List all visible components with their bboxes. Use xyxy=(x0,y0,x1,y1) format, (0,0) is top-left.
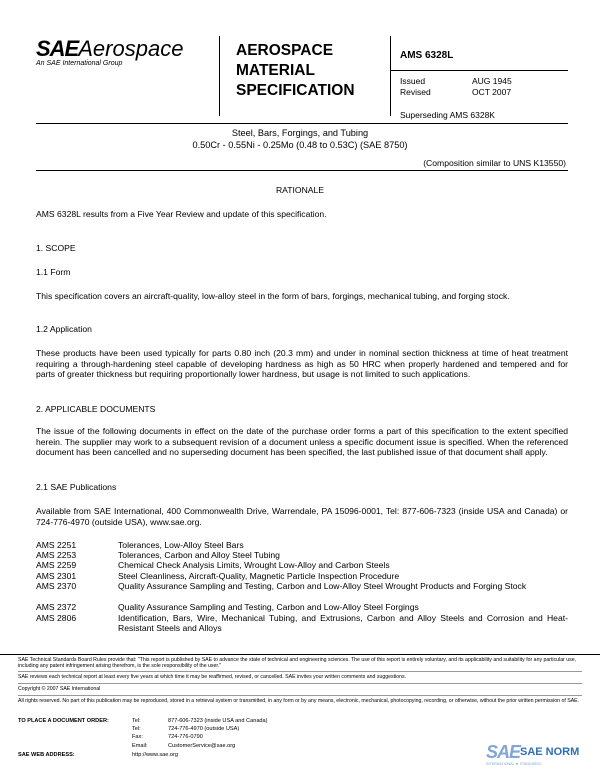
revised-label: Revised xyxy=(400,87,431,97)
doc-number-underline xyxy=(390,70,568,71)
header xyxy=(0,0,600,124)
ref-id: AMS 2253 xyxy=(36,550,77,560)
fax-label: Fax: xyxy=(132,734,143,740)
footer-rule xyxy=(0,654,600,655)
ref-id: AMS 2259 xyxy=(36,560,77,570)
ref-id: AMS 2372 xyxy=(36,602,77,612)
section-2-1-text: Available from SAE International, 400 Commonwealth Drive, Warrendale, PA 15096-0001, Tel: 877-606-7323 (inside USA and Canada) or 724-776-4970 (outside USA), www.sae.org. xyxy=(36,506,568,527)
section-2-1-heading: 2.1 SAE Publications xyxy=(36,482,117,492)
doc-title-line2: 0.50Cr - 0.55Ni - 0.25Mo (0.48 to 0.53C) (SAE 8750) xyxy=(192,140,408,150)
ref-title: Chemical Check Analysis Limits, Wrought Low-Alloy and Carbon Steels xyxy=(118,560,390,570)
tel1-label: Tel: xyxy=(132,718,141,724)
sae-norm-logo xyxy=(486,742,586,772)
norm-logo-sub: INTERNATIONAL ★ STANDARDS xyxy=(486,762,542,766)
ref-title: Quality Assurance Sampling and Testing, Carbon and Low-Alloy Steel Forgings xyxy=(118,602,419,612)
title-line1: AEROSPACE xyxy=(236,42,334,59)
section-2-heading: 2. APPLICABLE DOCUMENTS xyxy=(36,404,156,414)
web-label: SAE WEB ADDRESS: xyxy=(18,752,75,758)
ref-title: Identification, Bars, Wire, Mechanical Tubing, and Extrusions, Carbon and Alloy Steels and Corrosion and Heat-Resistant Steels and Alloys xyxy=(118,613,568,634)
logo-aerospace: Aerospace xyxy=(78,36,184,61)
title-rule xyxy=(36,170,568,171)
title-line2: MATERIAL xyxy=(236,62,315,79)
issued-label: Issued xyxy=(400,76,426,86)
section-1-1-text: This specification covers an aircraft-quality, low-alloy steel in the form of bars, forgings, mechanical tubing, and forging stock. xyxy=(36,291,510,301)
tel2-value: 724-776-4970 (outside USA) xyxy=(168,726,240,732)
web-link[interactable]: http://www.sae.org xyxy=(132,752,179,758)
email-link[interactable]: CustomerService@sae.org xyxy=(168,743,236,749)
ref-id: AMS 2370 xyxy=(36,581,77,591)
logo-sae: SAE xyxy=(36,36,79,61)
footer-rule-3 xyxy=(18,683,582,684)
ref-id: AMS 2251 xyxy=(36,540,77,550)
footer-rules-text: SAE Technical Standards Board Rules provide that: "This report is published by SAE to advance the state of technical and engineering sciences. The use of this report is entirely voluntary, and its applicability and suitability for any particular use, including any patent infringement arising therefrom, is the sole responsibility of the user." xyxy=(18,657,577,670)
section-1-1-heading: 1.1 Form xyxy=(36,267,71,277)
fax-value: 724-776-0790 xyxy=(168,734,203,740)
title-line3: SPECIFICATION xyxy=(236,82,355,99)
rationale-text: AMS 6328L results from a Five Year Review and update of this specification. xyxy=(36,209,327,219)
revised-date: OCT 2007 xyxy=(472,87,512,97)
header-rule xyxy=(36,123,568,124)
ref-title: Tolerances, Low-Alloy Steel Bars xyxy=(118,540,244,550)
issued-date: AUG 1945 xyxy=(472,76,512,86)
superseding: Superseding AMS 6328K xyxy=(400,110,495,120)
section-2-text: The issue of the following documents in effect on the date of the purchase order forms a part of this specification to the extent specified herein. The supplier may work to a subsequent revision of a document unless a specific document issue is specified. When the referenced document has been cancelled and no superseding document has been specified, the last published issue of that document shall apply. xyxy=(36,426,568,458)
footer-review-text: SAE reviews each technical report at least every five years at which time it may be reaffirmed, revised, or cancelled. SAE invites your written comments and suggestions. xyxy=(18,674,406,680)
tel2-label: Tel: xyxy=(132,726,141,732)
doc-title-line1: Steel, Bars, Forgings, and Tubing xyxy=(231,128,369,138)
tel1-value: 877-606-7323 (inside USA and Canada) xyxy=(168,718,268,724)
header-divider-left xyxy=(219,36,220,116)
norm-logo-sae: SAE xyxy=(486,742,521,762)
footer-rule-4 xyxy=(18,695,582,696)
composition-note: (Composition similar to UNS K13550) xyxy=(423,158,566,168)
ref-id: AMS 2806 xyxy=(36,613,77,623)
section-1-2-heading: 1.2 Application xyxy=(36,324,92,334)
norm-logo-text: SAE NORM xyxy=(520,746,580,758)
doc-number: AMS 6328L xyxy=(400,50,454,61)
header-divider-right xyxy=(390,36,391,116)
order-label: TO PLACE A DOCUMENT ORDER: xyxy=(18,718,109,724)
section-1-2-text: These products have been used typically for parts 0.80 inch (20.3 mm) and under in nominal section thickness at time of heat treatment requiring a through-hardening steel capable of developing hardness as high as 50 HRC when properly hardened and tempered and for parts of greater thickness but requiring proportionally lower hardness, but usage is not limited to such applications. xyxy=(36,348,568,380)
footer-rights-text: All rights reserved. No part of this publication may be reproduced, stored in a retrieval system or transmitted, in any form or by any means, electronic, mechanical, photocopying, recording, or otherwise, without the prior written permission of SAE. xyxy=(18,698,580,704)
footer-copyright: Copyright © 2007 SAE International xyxy=(18,686,101,692)
ref-title: Tolerances, Carbon and Alloy Steel Tubing xyxy=(118,550,280,560)
sae-aerospace-logo xyxy=(36,36,183,62)
ref-title: Steel Cleanliness, Aircraft-Quality, Magnetic Particle Inspection Procedure xyxy=(118,571,400,581)
footer-rule-2 xyxy=(18,671,582,672)
email-label: Email: xyxy=(132,743,148,749)
rationale-heading: RATIONALE xyxy=(275,185,325,195)
section-1-heading: 1. SCOPE xyxy=(36,243,76,253)
ref-title: Quality Assurance Sampling and Testing, Carbon and Low-Alloy Steel Wrought Products and Forging Stock xyxy=(118,581,527,591)
logo-subtitle: An SAE International Group xyxy=(36,60,123,67)
ref-id: AMS 2301 xyxy=(36,571,77,581)
